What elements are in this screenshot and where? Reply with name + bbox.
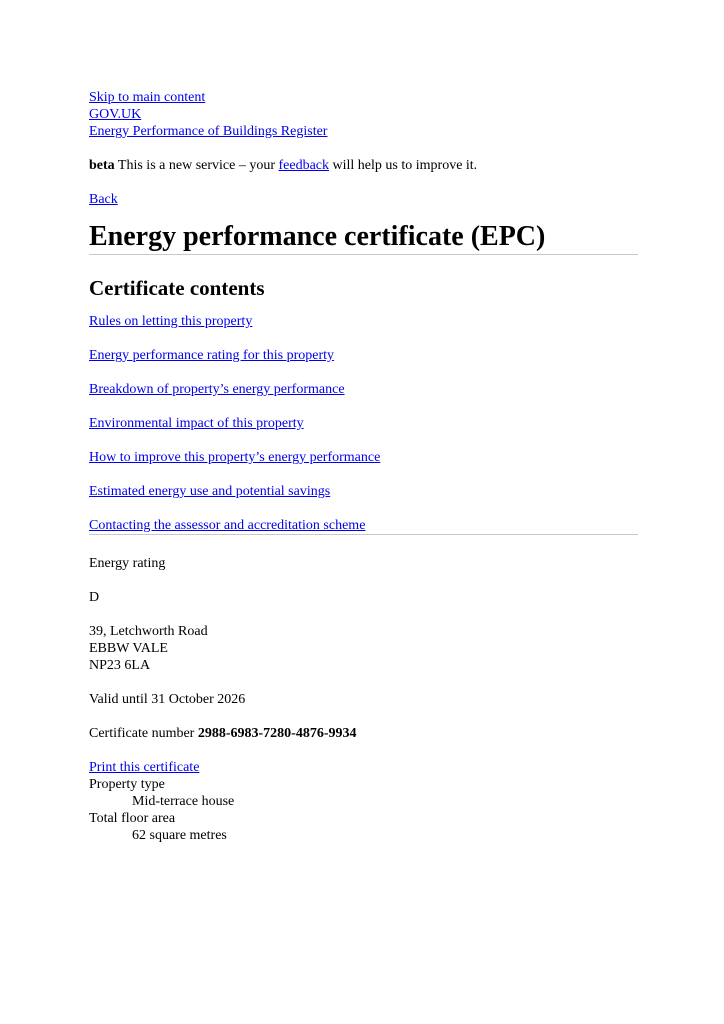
contents-link-how-to-improve[interactable]: How to improve this property’s energy performance xyxy=(89,450,381,465)
page-content xyxy=(89,89,638,844)
govuk-home-link[interactable]: GOV.UK xyxy=(89,107,142,122)
contents-link-energy-use-savings[interactable]: Estimated energy use and potential savings xyxy=(89,484,331,499)
list-item xyxy=(89,449,638,466)
service-name-link[interactable]: Energy Performance of Buildings Register xyxy=(89,124,328,139)
section-divider xyxy=(89,534,638,535)
certificate-number xyxy=(89,725,638,742)
certificate-number-value: 2988-6983-7280-4876-9934 xyxy=(197,726,357,741)
property-address xyxy=(89,623,638,674)
contents-link-breakdown[interactable]: Breakdown of property’s energy performance xyxy=(89,382,345,397)
floor-area-label: Total floor area xyxy=(89,811,176,826)
address-line-1: 39, Letchworth Road xyxy=(89,624,208,639)
list-item xyxy=(89,381,638,398)
address-line-2: EBBW VALE xyxy=(89,641,168,656)
back-link[interactable]: Back xyxy=(89,192,118,207)
property-type-label: Property type xyxy=(89,777,165,792)
certificate-number-label: Certificate number xyxy=(89,726,195,741)
property-type-value: Mid-terrace house xyxy=(132,794,235,809)
list-item xyxy=(89,313,638,330)
contents-list xyxy=(89,313,638,534)
print-certificate-link[interactable]: Print this certificate xyxy=(89,760,200,775)
contents-link-contacting-assessor[interactable]: Contacting the assessor and accreditation scheme xyxy=(89,518,366,533)
print-section xyxy=(89,759,638,776)
beta-text-before: This is a new service – your xyxy=(117,158,275,173)
contents-link-energy-rating[interactable]: Energy performance rating for this property xyxy=(89,348,335,363)
contents-link-letting-rules[interactable]: Rules on letting this property xyxy=(89,314,253,329)
energy-rating-label: Energy rating xyxy=(89,556,166,571)
beta-banner xyxy=(89,157,638,174)
page-title: Energy performance certificate (EPC) xyxy=(89,221,546,252)
address-postcode: NP23 6LA xyxy=(89,658,151,673)
skip-to-main-content-link[interactable]: Skip to main content xyxy=(89,90,206,105)
header-links xyxy=(89,89,638,140)
energy-rating-value: D xyxy=(89,590,100,605)
property-summary xyxy=(89,776,638,844)
section-divider xyxy=(89,254,638,255)
valid-until: Valid until 31 October 2026 xyxy=(89,692,246,707)
contents-heading: Certificate contents xyxy=(89,276,265,300)
contents-link-environmental-impact[interactable]: Environmental impact of this property xyxy=(89,416,304,431)
list-item xyxy=(89,483,638,500)
list-item xyxy=(89,517,638,534)
floor-area-value: 62 square metres xyxy=(132,828,227,843)
beta-text-after: will help us to improve it. xyxy=(332,158,478,173)
feedback-link[interactable]: feedback xyxy=(278,158,330,173)
list-item xyxy=(89,415,638,432)
beta-tag: beta xyxy=(89,158,115,173)
list-item xyxy=(89,347,638,364)
